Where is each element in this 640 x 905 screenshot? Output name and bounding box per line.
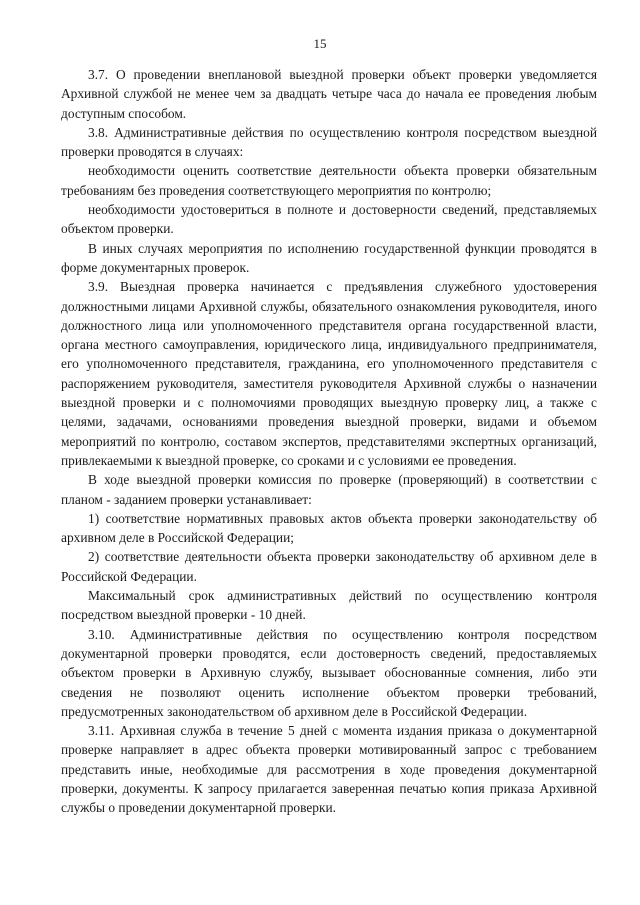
paragraph-case-verify: необходимости удостовериться в полноте и достоверности сведений, представляемых объектом проверки. [61,202,597,237]
paragraph-3-7: 3.7. О проведении внеплановой выездной проверки объект проверки уведомляется Архивной службой не менее чем за двадцать четыре часа до начала ее проведения любым доступным способом. [61,67,597,121]
paragraph-commission: В ходе выездной проверки комиссия по проверке (проверяющий) в соответствии с планом - заданием проверки устанавливает: [61,472,597,507]
paragraph-item-1: 1) соответствие нормативных правовых актов объекта проверки законодательству об архивном деле в Российской Федерации; [61,510,597,546]
paragraph-3-10: 3.10. Административные действия по осуществлению контроля посредством документарной проверки проводятся, если достоверность сведений, предоставляемых объектом проверки в Архивную службу, вызывает обоснованные сомнения, либо эти сведения не позволяют оценить исполнение объектом проверки требований, предусмотренных законодательством об архивном деле в Российской Федерации. [61,626,597,719]
paragraph-3-11: 3.11. Архивная служба в течение 5 дней с момента издания приказа о документарной проверке направляет в адрес объекта проверки мотивированный запрос с требованием представить иные, необходимые для рассмотрения в ходе проведения документарной проверки, документы. К запросу прилагается заверенная печатью копия приказа Архивной службы о проведении документарной проверки. [61,723,597,816]
paragraph-3-8: 3.8. Административные действия по осуществлению контроля посредством выездной проверки проводятся в случаях: [61,124,597,160]
document-body [61,65,597,818]
paragraph-other-cases: В иных случаях мероприятия по исполнению государственной функции проводятся в форме документарных проверок. [61,240,597,275]
paragraph-max-term: Максимальный срок административных действий по осуществлению контроля посредством выездной проверки - 10 дней. [61,588,597,623]
paragraph-item-2: 2) соответствие деятельности объекта проверки законодательству об архивном деле в Российской Федерации. [61,549,597,584]
page-number: 15 [313,36,327,51]
paragraph-3-9: 3.9. Выездная проверка начинается с предъявления служебного удостоверения должностными лицами Архивной службы, обязательного ознакомления руководителя, иного должностного лица или уполномоченного представителя органа государственной власти, органа местного самоуправления, юридического лица, индивидуального предпринимателя, его уполномоченного представителя, гражданина, его уполномоченного представителя с распоряжением руководителя, заместителя руководителя Архивной службы о назначении выездной проверки и с полномочиями проводящих выездную проверку лиц, а также с целями, задачами, основаниями проведения выездной проверки, видами и объемом мероприятий по контролю, составом экспертов, представителями экспертных организаций, привлекаемыми к выездной проверке, со сроками и с условиями ее проведения. [61,279,597,468]
paragraph-case-assess: необходимости оценить соответствие деятельности объекта проверки обязательным требованиям без проведения соответствующего мероприятия по контролю; [61,163,597,198]
